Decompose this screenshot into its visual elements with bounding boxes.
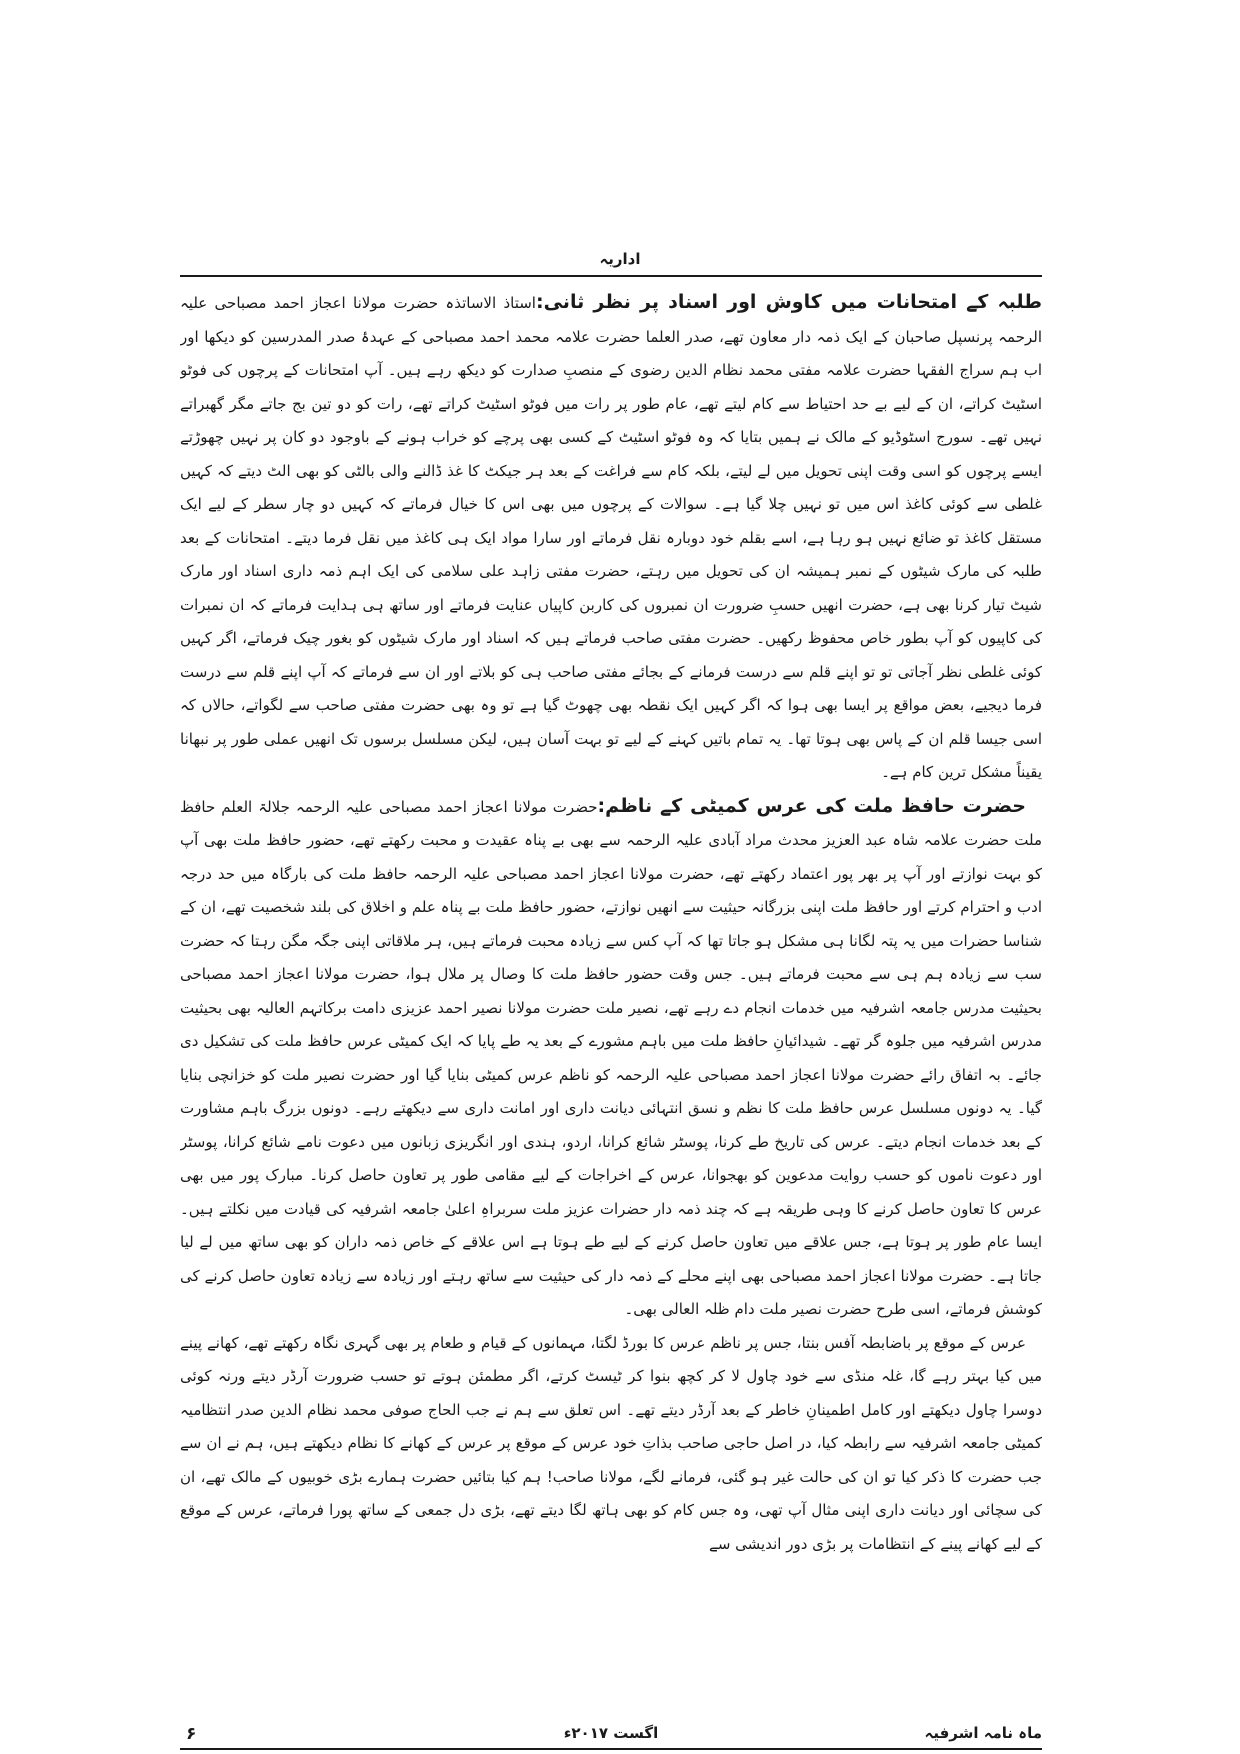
paragraph-text: حضرت مولانا اعجاز احمد مصباحی علیہ الرحمہ جلالۃ العلم حافظ ملت حضرت علامہ شاہ عبد العزیز محدث مراد آبادی علیہ الرحمہ سے بھی بے پناہ عقیدت و محبت رکھتے تھے، حضور حافظ ملت بھی آپ کو بہت نوازتے اور آپ پر بھر پور اعتماد رکھتے تھے، حضرت مولانا اعجاز احمد مصباحی علیہ الرحمہ حافظ ملت کی بارگاہ میں حد درجہ ادب و احترام کرتے اور حافظ ملت اپنی بزرگانہ حیثیت سے انھیں نوازتے، حضور حافظ ملت بے پناہ علم و اخلاق کی بلند شخصیت تھے، ان کے شناسا حضرات میں یہ پتہ لگانا ہی مشکل ہو جاتا تھا کہ آپ کس سے زیادہ محبت فرماتے ہیں، ہر ملاقاتی اپنی جگہ مگن رہتا کہ حضرت سب سے زیادہ ہم ہی سے محبت فرماتے ہیں۔ جس وقت حضور حافظ ملت کا وصال پر ملال ہوا، حضرت مولانا اعجاز احمد مصباحی بحیثیت مدرس جامعہ اشرفیہ میں خدمات انجام دے رہے تھے، نصیر ملت حضرت مولانا نصیر احمد عزیزی دامت برکاتہم العالیہ بھی بحیثیت مدرس اشرفیہ میں جلوہ گر تھے۔ شیدائیانِ حافظ ملت میں باہم مشورے کے بعد یہ طے پایا کہ ایک کمیٹی عرس حافظ ملت کی تشکیل دی جائے۔ بہ اتفاق رائے حضرت مولانا اعجاز احمد مصباحی علیہ الرحمہ کو ناظم عرس کمیٹی بنایا گیا اور حضرت نصیر ملت کو خزانچی بنایا گیا۔ یہ دونوں مسلسل عرس حافظ ملت کا نظم و نسق انتہائی دیانت داری اور امانت داری سے دیکھتے رہے۔ دونوں بزرگ باہم مشاورت کے بعد خدمات انجام دیتے۔ عرس کی تاریخ طے کرنا، پوسٹر شائع کرانا، اردو، ہندی اور انگریزی زبانوں میں دعوت نامے شائع کرانا، پوسٹر اور دعوت ناموں کو حسب روایت مدعوین کو بھجوانا، عرس کے اخراجات کے لیے مقامی طور پر تعاون حاصل کرنا۔ مبارک پور میں بھی عرس کا تعاون حاصل کرنے کا وہی طریقہ ہے کہ چند ذمہ دار حضرات عزیز ملت سربراہِ اعلیٰ جامعہ اشرفیہ کی قیادت میں نکلتے ہیں۔ ایسا عام طور پر ہوتا ہے، جس علاقے میں تعاون حاصل کرنے کے لیے طے ہوتا ہے اس علاقے کے خاص ذمہ داران کو بھی ساتھ میں لے لیا جاتا ہے۔ حضرت مولانا اعجاز احمد مصباحی بھی اپنے محلے کے ذمہ دار کی حیثیت سے ساتھ رہتے اور زیادہ سے زیادہ تعاون حاصل کرنے کی کوشش فرماتے، اسی طرح حضرت نصیر ملت دام ظلہ العالی بھی۔ — [180, 797, 1042, 1318]
paragraph-exam-care — [180, 286, 1042, 790]
subheading-exam-care: طلبہ کے امتحانات میں کاوش اور اسناد پر نظر ثانی: — [535, 291, 1042, 313]
paragraph-text: عرس کے موقع پر باضابطہ آفس بنتا، جس پر ناظم عرس کا بورڈ لگتا، مہمانوں کے قیام و طعام پر بھی گہری نگاہ رکھتے تھے، کھانے پینے میں کیا بہتر رہے گا، غلہ منڈی سے خود چاول لا کر کچھ بنوا کر ٹیسٹ کرتے، اگر مطمئن ہوتے تو حسب ضرورت آرڈر دیتے ورنہ کوئی دوسرا چاول دیکھتے اور کامل اطمینانِ خاطر کے بعد آرڈر دیتے تھے۔ اس تعلق سے ہم نے جب الحاج صوفی محمد نظام الدین صدر انتظامیہ کمیٹی جامعہ اشرفیہ سے رابطہ کیا، در اصل حاجی صاحب بذاتِ خود عرس کے موقع پر عرس کے کھانے کا نظام دیکھتے ہیں، ہم نے ان سے جب حضرت کا ذکر کیا تو ان کی حالت غیر ہو گئی، فرمانے لگے، مولانا صاحب! ہم کیا بتائیں حضرت ہمارے بڑی خوبیوں کے مالک تھے، ان کی سچائی اور دیانت داری اپنی مثال آپ تھی، وہ جس کام کو بھی ہاتھ لگا دیتے تھے، بڑی دل جمعی کے ساتھ پورا فرماتے، عرس کے موقع کے لیے کھانے پینے کے انتظامات پر بڑی دور اندیشی سے — [180, 1333, 1042, 1553]
editorial-body — [180, 286, 1042, 1726]
section-label: اداریہ — [599, 250, 641, 268]
footer-divider — [180, 1748, 1042, 1750]
magazine-name: ماہ نامہ اشرفیہ — [924, 1724, 1042, 1742]
paragraph-text: استاذ الاساتذہ حضرت مولانا اعجاز احمد مصباحی علیہ الرحمہ پرنسپل صاحبان کے ایک ذمہ دار معاون تھے، صدر العلما حضرت علامہ محمد احمد مصباحی کے عہدۂ صدر المدرسین کو دیکھا اور اب ہم سراج الفقہا حضرت علامہ مفتی محمد نظام الدین رضوی کے منصبِ صدارت کو دیکھ رہے ہیں۔ آپ امتحانات کے پرچوں کی فوٹو اسٹیٹ کراتے، ان کے لیے بے حد احتیاط سے کام لیتے تھے، عام طور پر رات میں فوٹو اسٹیٹ کراتے تھے، رات کو دو تین بج جاتے مگر گھبراتے نہیں تھے۔ سورج اسٹوڈیو کے مالک نے ہمیں بتایا کہ وہ فوٹو اسٹیٹ کے کسی بھی پرچے کو خراب ہونے کے باوجود دو کان پر نہیں چھوڑتے ایسے پرچوں کو اسی وقت اپنی تحویل میں لے لیتے، بلکہ کام سے فراغت کے بعد ہر جیکٹ کا غذ ڈالنے والی بالٹی کو بھی الٹ دیتے کہ کہیں غلطی سے کوئی کاغذ اس میں تو نہیں چلا گیا ہے۔ سوالات کے پرچوں میں بھی اس کا خیال فرماتے کہ کہیں دو چار سطر کے لیے ایک مستقل کاغذ تو ضائع نہیں ہو رہا ہے، اسے بقلم خود دوبارہ نقل فرماتے اور سارا مواد ایک ہی کاغذ میں نقل فرما دیتے۔ امتحانات کے بعد طلبہ کی مارک شیٹوں کے نمبر ہمیشہ ان کی تحویل میں رہتے، حضرت مفتی زاہد علی سلامی کی ایک اہم ذمہ داری اسناد اور مارک شیٹ تیار کرنا بھی ہے، حضرت انھیں حسبِ ضرورت ان نمبروں کی کاربن کاپیاں عنایت فرماتے اور ساتھ ہی ہدایت فرماتے کہ ان نمبرات کی کاپیوں کو آپ بطور خاص محفوظ رکھیں۔ حضرت مفتی صاحب فرماتے ہیں کہ اسناد اور مارک شیٹوں کو بغور چیک فرماتے، اگر کہیں کوئی غلطی نظر آجاتی تو تو اپنے قلم سے درست فرمانے کے بجائے مفتی صاحب ہی کو بلاتے اور ان سے فرماتے کہ آپ اپنے قلم سے درست فرما دیجیے، بعض مواقع پر ایسا بھی ہوا کہ اگر کہیں ایک نقطہ بھی چھوٹ گیا ہے تو وہ بھی حضرت مفتی صاحب سے لگواتے، حالاں کہ اسی جیسا قلم ان کے پاس بھی ہوتا تھا۔ یہ تمام باتیں کہنے کے لیے تو بہت آسان ہیں، لیکن مسلسل برسوں تک انھیں عملی طور پر نبھانا یقیناً مشکل ترین کام ہے۔ — [180, 294, 1042, 781]
page-number: ۶ — [186, 1724, 197, 1744]
paragraph-urs-committee — [180, 790, 1042, 1327]
subheading-urs-committee: حضرت حافظ ملت کی عرس کمیٹی کے ناظم: — [597, 794, 1026, 817]
page-footer — [180, 1724, 1042, 1746]
paragraph-urs-office — [180, 1327, 1042, 1562]
issue-date: اگست ۲۰۱۷ء — [563, 1724, 659, 1742]
header-divider — [180, 275, 1042, 277]
